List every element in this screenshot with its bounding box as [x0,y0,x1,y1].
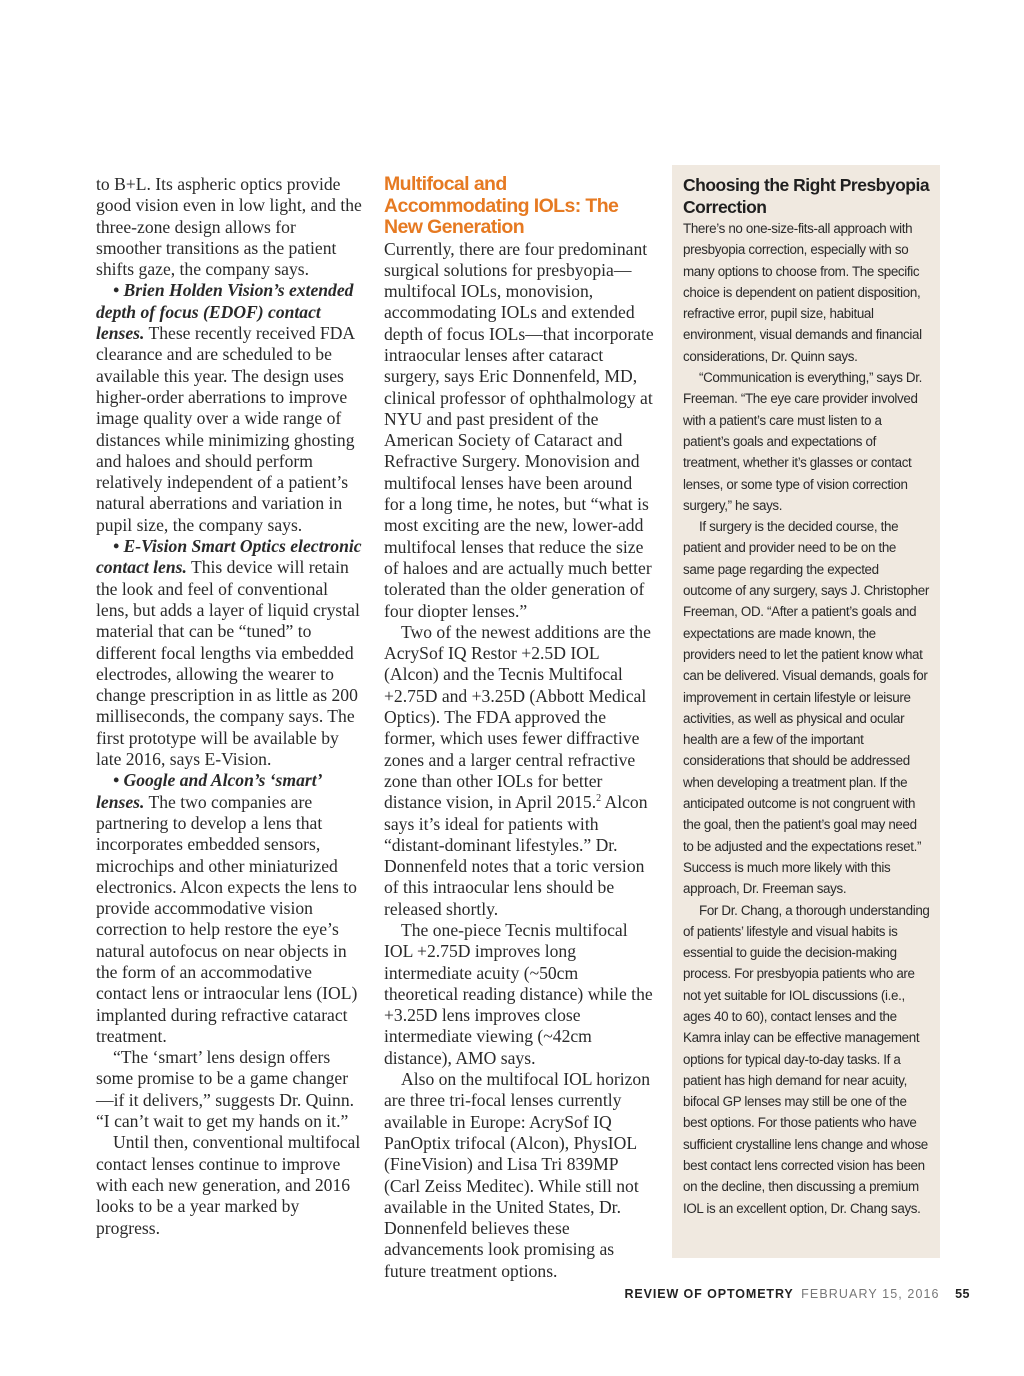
paragraph: “The ‘smart’ lens design offers some promise to be a game changer —if it delivers,” suggests Dr. Quinn. “I can’t wait to get my hands on it.” [96,1047,355,1132]
reference-marker: 2 [596,793,602,805]
item-text: This device will retain the look and feel of conventional lens, but adds a layer of liquid crystal material that can be “tuned” to different focal lengths via embedded electrodes, allowing the wearer to change prescription in as little as 200 milliseconds, the company says. The first prototype will be available by late 2016, says E-Vision. [96,557,360,770]
paragraph [96,536,364,770]
issue-date: FEBRUARY 15, 2016 [801,1287,940,1301]
sidebar-box [672,165,940,1258]
item-lead: • E-Vision Smart Optics electronic contact lens. [96,536,362,578]
sidebar-title: Choosing the Right Presbyopia Correction [683,175,930,217]
paragraph [96,280,364,536]
paragraph: Until then, conventional multifocal contact lenses continue to improve with each new generation, and 2016 looks to be a year marked by progress. [96,1132,361,1238]
sidebar-paragraph: For Dr. Chang, a thorough understanding of patients’ lifestyle and visual habits is essential to guide the decision-making process. For presbyopia patients who are not yet suitable for IOL discussions (i.e., ages 40 to 60), contact lenses and the Kamra inlay can be effective management options for typical day-to-day tasks. If a patient has high demand for near acuity, bifocal GP lenses may still be one of the best options. For those patients who have sufficient crystalline lens change and whose best contact lens corrected vision has been on the decline, then discussing a premium IOL is an excellent option, Dr. Chang says. [683,902,930,1216]
item-text: The two companies are partnering to develop a lens that incorporates embedded sensors, microchips and other miniaturized electronics. Alcon expects the lens to provide accommodative vision correction to help restore the eye’s natural autofocus on near objects in the form of an accommodative contact lens or intraocular lens (IOL) implanted during refractive cataract treatment. [96,791,358,1046]
article-column-1 [96,174,364,1239]
sidebar-paragraph: There’s no one-size-fits-all approach with presbyopia correction, especially with so many options to choose from. The specific choice is dependent on patient disposition, refractive error, pupil size, habitual environment, visual demands and financial considerations, Dr. Quinn says. [683,221,922,364]
article-column-2 [384,174,654,1282]
section-heading: Multifocal and Accommodating IOLs: The New Generation [384,173,619,238]
item-lead: • Brien Holden Vision’s extended depth of focus (EDOF) contact lenses. [96,280,354,344]
paragraph [384,622,654,920]
item-text: These recently received FDA clearance and are scheduled to be available this year. The design uses higher-order aberrations to improve image quality over a wide range of distances while minimizing ghosting and haloes and should perform relatively independent of a patient’s natural aberrations and variation in pupil size, the company says. [96,323,355,535]
item-lead: • Google and Alcon’s ‘smart’ lenses. [96,770,322,812]
paragraph-text: Two of the newest additions are the AcrySof IQ Restor +2.5D IOL (Alcon) and the Tecnis Multifocal +2.75D and +3.25D (Abbott Medical Optics). The FDA approved the former, which uses fewer diffractive zones and a larger central refractive zone than other IOLs for better distance vision, in April 2015. [384,621,651,813]
sidebar-paragraph: “Communication is everything,” says Dr. Freeman. “The eye care provider involved with a patient’s care must listen to a patient’s goals and expectations of treatment, whether it’s glasses or contact lenses, or some type of vision correction surgery,” he says. [683,370,922,513]
page-number: 55 [955,1287,970,1301]
sidebar-paragraph: If surgery is the decided course, the patient and provider need to be on the same page regarding the expected outcome of any surgery, says J. Christopher Freeman, OD. “After a patient’s goals and expectations are made known, the providers need to let the patient know what can be delivered. Visual demands, goals for improvement in certain lifestyle or leisure activities, as well as physical and ocular health are a few of the important considerations that should be addressed when developing a treatment plan. If the anticipated outcome is not congruent with the goal, then the patient’s goal may need to be adjusted and the expectations reset.” Success is much more likely with this approach, Dr. Freeman says. [683,519,929,897]
paragraph: The one-piece Tecnis multifocal IOL +2.75D improves long intermediate acuity (~50cm theoretical reading distance) while the +3.25D lens improves close intermediate viewing (~42cm distance), AMO says. [384,920,653,1068]
paragraph: Currently, there are four predominant surgical solutions for presbyopia—multifocal IOLs, monovision, accommodating IOLs and extended depth of focus IOLs—that incorporate intraocular lenses after cataract surgery, says Eric Donnenfeld, MD, clinical professor of ophthalmology at NYU and past president of the American Society of Cataract and Refractive Surgery. Monovision and multifocal lenses have been around for a long time, he notes, but “what is most exciting are the new, lower-add multifocal lenses that reduce the size of haloes and are actually much better tolerated than the older generation of four diopter lenses.” [384,238,654,621]
page-footer [624,1286,970,1302]
paragraph-text: Alcon says it’s ideal for patients with “distant-dominant lifestyles.” Dr. Donnenfeld notes that a toric version of this intraocular lens should be released shortly. [384,792,648,919]
paragraph: Also on the multifocal IOL horizon are three tri-focal lenses currently available in Europe: AcrySof IQ PanOptix trifocal (Alcon), PhysIOL (FineVision) and Lisa Tri 839MP (Carl Zeiss Meditec). While still not available in the United States, Dr. Donnenfeld believes these advancements look promising as future treatment options. [384,1069,651,1281]
paragraph [96,770,364,1047]
publication-name: REVIEW OF OPTOMETRY [624,1287,794,1301]
paragraph: to B+L. Its aspheric optics provide good vision even in low light, and the three-zone design allows for smoother transitions as the patient shifts gaze, the company says. [96,174,362,280]
